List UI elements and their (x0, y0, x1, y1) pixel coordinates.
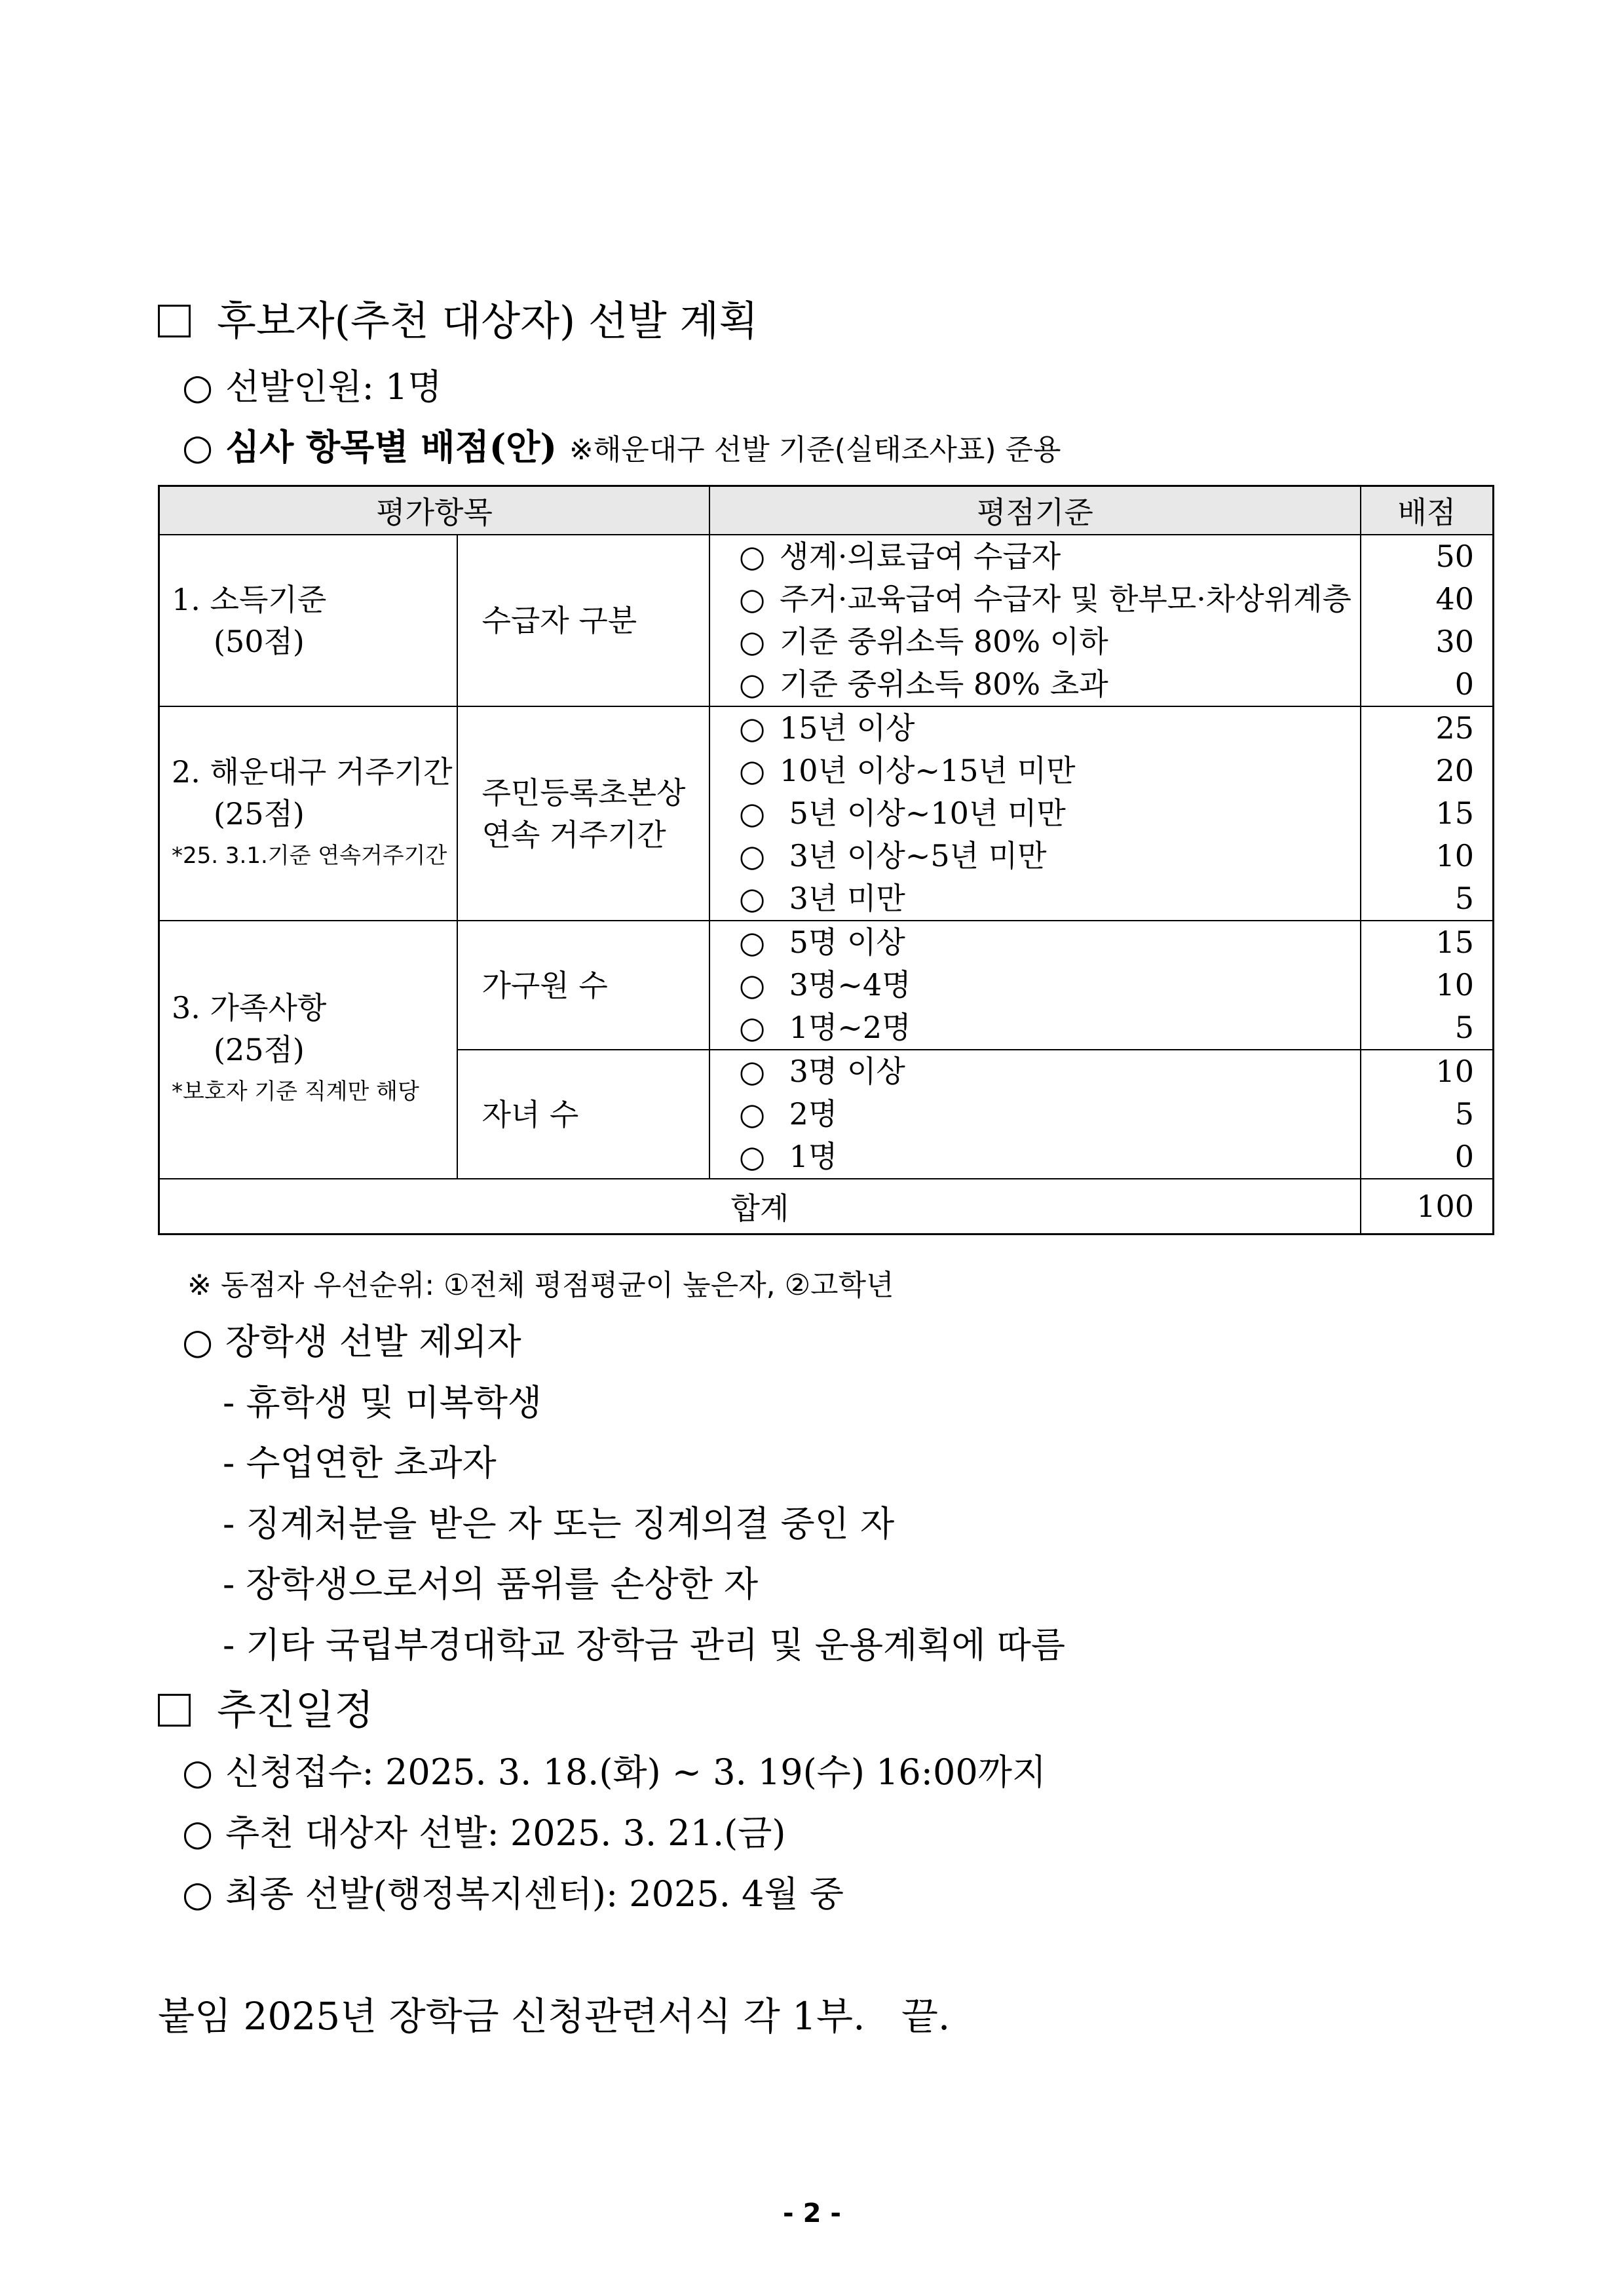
schedule-item: ○ 추천 대상자 선발: 2025. 3. 21.(금) (182, 1812, 786, 1854)
circle-bullet-icon: ○ (182, 1321, 214, 1362)
header-criteria: 평점기준 (709, 486, 1361, 535)
total-score: 100 (1361, 1179, 1494, 1234)
sub-residence-period: 주민등록초본상 연속 거주기간 (457, 706, 709, 921)
item-income: 1. 소득기준 (50점) (159, 535, 458, 706)
sub-household-size: 가구원 수 (457, 921, 709, 1050)
checkbox-square-icon (158, 305, 191, 337)
criteria-cell: ○ 5명 이상 ○ 3명~4명 ○ 1명~2명 (709, 921, 1361, 1050)
page-number: - 2 - (783, 2198, 841, 2229)
score-cell: 50 40 30 0 (1361, 535, 1494, 706)
exclusion-heading: ○ 장학생 선발 제외자 (182, 1321, 521, 1362)
list-item: - 징계처분을 받은 자 또는 징계의결 중인 자 (223, 1503, 895, 1544)
total-row (159, 1179, 1494, 1234)
scoring-heading-text: 심사 항목별 배점(안) (225, 426, 557, 468)
section-title: 후보자(추천 대상자) 선발 계획 (217, 297, 759, 345)
table-row (159, 921, 1494, 1050)
header-score: 배점 (1361, 486, 1494, 535)
attachment-line: 붙임 2025년 장학금 신청관련서식 각 1부. 끝. (158, 1994, 951, 2038)
evaluation-table (158, 485, 1494, 1235)
table-row (159, 706, 1494, 921)
schedule-item: ○ 최종 선발(행정복지센터): 2025. 4월 중 (182, 1873, 844, 1915)
list-item: - 휴학생 및 미복학생 (223, 1382, 542, 1423)
selection-count-line (182, 359, 442, 410)
table-row (159, 535, 1494, 706)
checkbox-square-icon (158, 1694, 191, 1727)
sub-children-count: 자녀 수 (457, 1050, 709, 1179)
criteria-cell: ○ 15년 이상 ○ 10년 이상~15년 미만 ○ 5년 이상~10년 미만 ○ 3년 이상~5년 미만 ○ 3년 미만 (709, 706, 1361, 921)
selection-count-text: 선발인원: 1명 (225, 366, 442, 408)
score-cell: 10 5 0 (1361, 1050, 1494, 1179)
circle-bullet-icon: ○ (182, 1751, 214, 1793)
tie-break-note: ※ 동점자 우선순위: ①전체 평점평균이 높은자, ②고학년 (187, 1269, 894, 1302)
item-residence: 2. 해운대구 거주기간 (25점) *25. 3.1.기준 연속거주기간 (159, 706, 458, 921)
list-item: - 장학생으로서의 품위를 손상한 자 (223, 1563, 759, 1605)
circle-bullet-icon: ○ (182, 1812, 214, 1854)
schedule-item: ○ 신청접수: 2025. 3. 18.(화) ~ 3. 19(수) 16:00까지 (182, 1751, 1047, 1793)
score-cell: 25 20 15 10 5 (1361, 706, 1494, 921)
scoring-note: ※해운대구 선발 기준(실태조사표) 준용 (569, 433, 1061, 467)
section-heading-schedule (158, 1677, 374, 1736)
sub-recipient-type: 수급자 구분 (457, 535, 709, 706)
table-header-row (159, 486, 1494, 535)
section-heading-selection-plan (158, 288, 758, 347)
criteria-cell: ○ 생계·의료급여 수급자 ○ 주거·교육급여 수급자 및 한부모·차상위계층 ○ 기준 중위소득 80% 이하 ○ 기준 중위소득 80% 초과 (709, 535, 1361, 706)
item-family: 3. 가족사항 (25점) *보호자 기준 직계만 해당 (159, 921, 458, 1179)
list-item: - 기타 국립부경대학교 장학금 관리 및 운용계획에 따름 (223, 1624, 1066, 1666)
circle-bullet-icon: ○ (182, 1873, 214, 1915)
section-title: 추진일정 (217, 1686, 374, 1734)
circle-bullet-icon: ○ (182, 427, 214, 468)
scoring-heading-line (182, 419, 1061, 470)
total-label: 합계 (159, 1179, 1361, 1234)
criteria-cell: ○ 3명 이상 ○ 2명 ○ 1명 (709, 1050, 1361, 1179)
list-item: - 수업연한 초과자 (223, 1442, 497, 1483)
circle-bullet-icon: ○ (182, 366, 214, 408)
header-eval-item: 평가항목 (159, 486, 710, 535)
score-cell: 15 10 5 (1361, 921, 1494, 1050)
